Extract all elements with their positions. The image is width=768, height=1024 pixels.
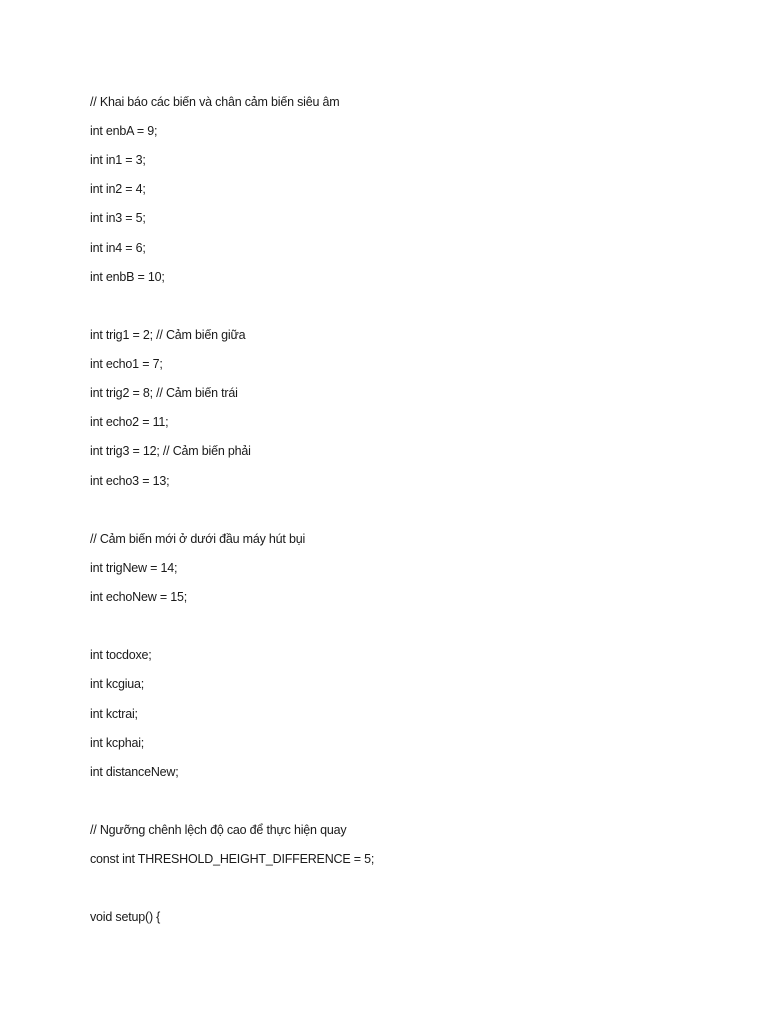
code-line-in1: int in1 = 3; xyxy=(90,153,146,167)
code-line-comment-new-sensor: // Cảm biến mới ở dưới đầu máy hút bụi xyxy=(90,532,306,546)
code-line-setup: void setup() { xyxy=(90,910,161,924)
code-line-distanceNew: int distanceNew; xyxy=(90,765,179,779)
code-line-echo1: int echo1 = 7; xyxy=(90,357,163,371)
code-line-threshold-const: const int THRESHOLD_HEIGHT_DIFFERENCE = 5; xyxy=(90,852,375,866)
code-line-kcphai: int kcphai; xyxy=(90,736,145,750)
code-line-trig2: int trig2 = 8; // Cảm biến trái xyxy=(90,386,238,400)
code-line-kctrai: int kctrai; xyxy=(90,707,138,721)
code-line-comment-threshold: // Ngưỡng chênh lệch độ cao để thực hiện quay xyxy=(90,823,347,837)
code-line-kcgiua: int kcgiua; xyxy=(90,677,145,691)
code-line-echo3: int echo3 = 13; xyxy=(90,474,170,488)
code-line-echo2: int echo2 = 11; xyxy=(90,415,169,429)
code-line-enbB: int enbB = 10; xyxy=(90,270,165,284)
code-line-in4: int in4 = 6; xyxy=(90,241,146,255)
code-line-in3: int in3 = 5; xyxy=(90,211,146,225)
code-line-trigNew: int trigNew = 14; xyxy=(90,561,178,575)
code-line-comment-declarations: // Khai báo các biến và chân cảm biến siêu âm xyxy=(90,95,340,109)
code-line-tocdoxe: int tocdoxe; xyxy=(90,648,152,662)
code-line-trig1: int trig1 = 2; // Cảm biến giữa xyxy=(90,328,246,342)
code-line-trig3: int trig3 = 12; // Cảm biến phải xyxy=(90,444,251,458)
code-line-echoNew: int echoNew = 15; xyxy=(90,590,188,604)
code-line-in2: int in2 = 4; xyxy=(90,182,146,196)
code-line-enbA: int enbA = 9; xyxy=(90,124,158,138)
